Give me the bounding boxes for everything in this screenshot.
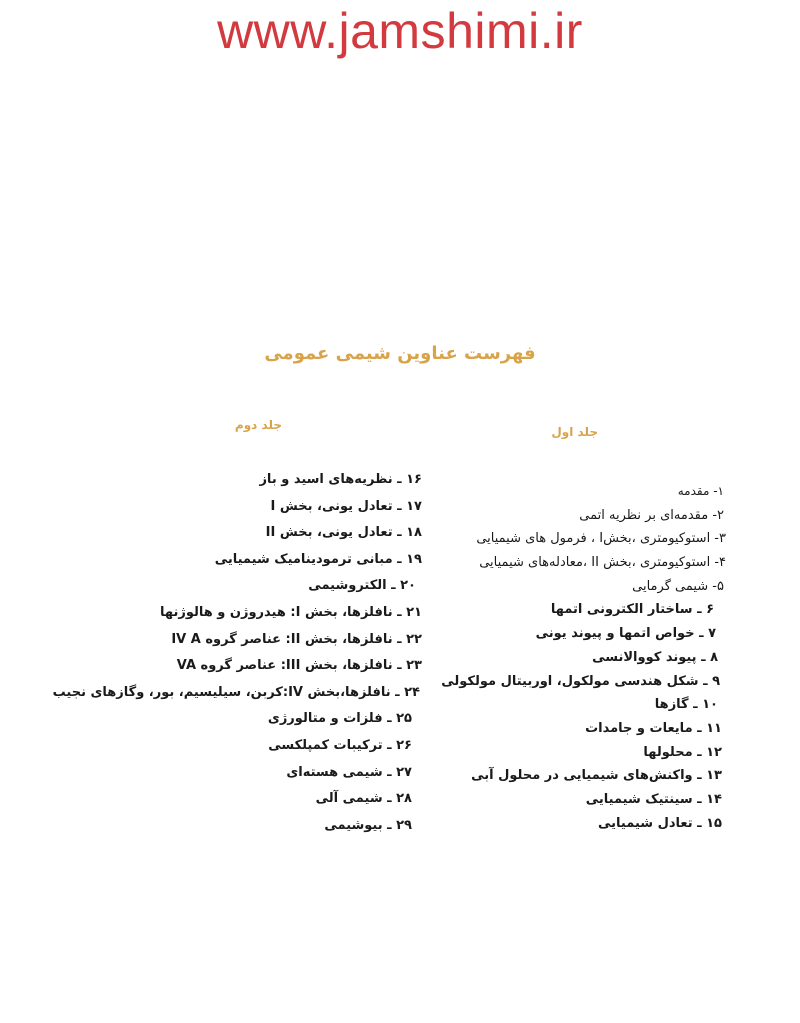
list-item: ۲۱ ـ نافلزها، بخش I: هیدروژن و هالوژنها — [160, 604, 422, 620]
list-item: ۱۰ ـ گازها — [654, 697, 718, 713]
volume-2-heading: جلد دوم — [234, 418, 282, 432]
list-item: ۲۷ ـ شیمی هسته‌ای — [286, 764, 412, 780]
volume-1-list — [441, 480, 728, 835]
list-item: ۲۰ ـ الکتروشیمی — [308, 578, 416, 594]
list-item: ۵- شیمی گرمایی — [632, 578, 724, 594]
list-item: ۲۴ ـ نافلزها،بخش IV:کربن، سیلیسیم، بور، وگازهای نجیب — [52, 684, 420, 700]
list-item: ۲۲ ـ نافلزها، بخش II: عناصر گروه IV A — [171, 631, 422, 647]
list-item: ۱۶ ـ نظریه‌های اسید و باز — [259, 472, 422, 487]
list-item: ۱۷ ـ تعادل یونی، بخش I — [270, 498, 422, 514]
list-item: ۱۹ ـ مبانی ترمودینامیک شیمیایی — [214, 551, 422, 567]
list-item: ۱- مقدمه — [677, 484, 724, 498]
list-item: ۱۲ ـ محلولها — [643, 744, 722, 760]
list-item: ۶ ـ ساختار الکترونی اتمها — [550, 602, 714, 618]
volume-2-list — [53, 467, 422, 839]
list-item: ۱۸ ـ تعادل یونی، بخش II — [265, 525, 422, 541]
list-item: ۹ ـ شکل هندسی مولکول، اوربیتال مولکولی — [441, 673, 720, 689]
list-item: ۷ ـ خواص اتمها و پیوند یونی — [535, 626, 716, 642]
list-item: ۱۱ ـ مایعات و جامدات — [585, 720, 722, 736]
list-item: ۳- استوکیومتری ،بخشI ، فرمول های شیمیایی — [476, 531, 726, 547]
list-item: ۲۶ ـ ترکیبات کمپلکسی — [268, 737, 412, 753]
list-item: ۲۳ ـ نافلزها، بخش III: عناصر گروه VA — [176, 658, 422, 674]
list-item: ۱۴ ـ سینتیک شیمیایی — [585, 791, 722, 807]
list-item: ۲- مقدمه‌ای بر نظریه اتمی — [579, 507, 724, 523]
list-item: ۱۳ ـ واکنش‌های شیمیایی در محلول آبی — [471, 768, 722, 784]
list-item: ۱۵ ـ تعادل شیمیایی — [598, 815, 722, 831]
list-item: ۲۵ ـ فلزات و متالورژی — [267, 711, 412, 727]
list-item: ۸ ـ پیوند کووالانسی — [592, 649, 718, 665]
watermark-url: www.jamshimi.ir — [217, 3, 583, 59]
list-item: ۲۹ ـ بیوشیمی — [324, 817, 412, 833]
list-item: ۴- استوکیومتری ،بخش II ،معادله‌های شیمیایی — [479, 555, 726, 571]
volume-1-heading: جلد اول — [551, 425, 598, 439]
list-item: ۲۸ ـ شیمی آلی — [315, 791, 412, 807]
page-title: فهرست عناوین شیمی عمومی — [264, 343, 536, 364]
